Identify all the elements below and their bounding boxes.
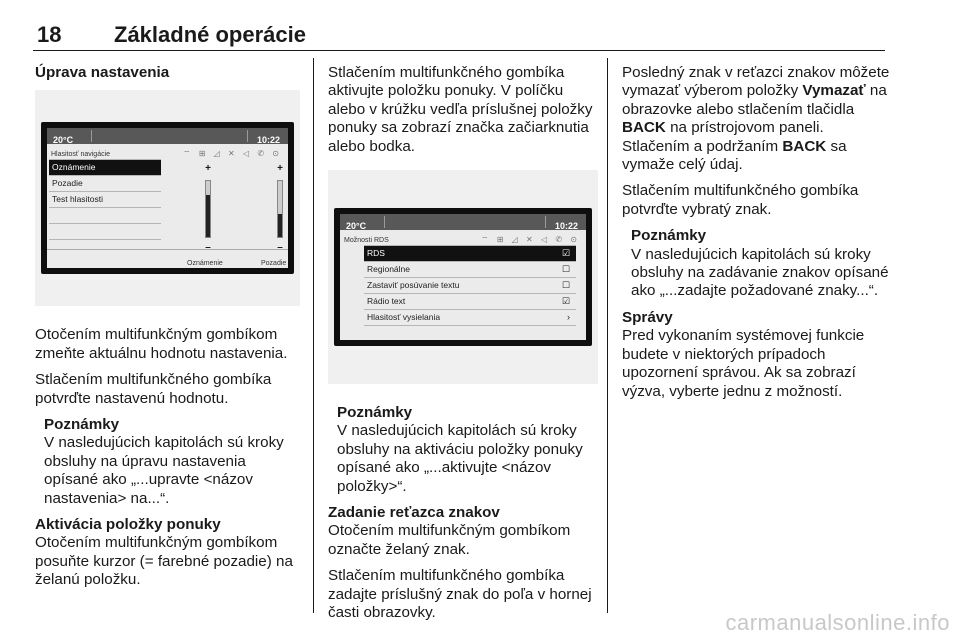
note [631, 227, 890, 301]
checkbox-checked-icon: ☑ [561, 296, 570, 307]
note-title: Poznámky [337, 404, 413, 422]
minus-icon: – [277, 241, 283, 253]
note-text: V nasledujúcich kapitolách sú kroky obsluhy na úpravu nastavenia opísané ako „...upravte <názov nastavenia> na...“. [44, 434, 284, 507]
softkey-bar [47, 249, 288, 268]
menu-title [340, 230, 586, 245]
status-bar [340, 214, 586, 230]
softkey[interactable]: Oznámenie [187, 260, 223, 268]
menu-item-empty [49, 208, 161, 224]
checkbox-empty-icon: ☐ [561, 280, 570, 291]
paragraph: Stlačením multifunkčného gombíka potvrďte vybratý znak. [622, 182, 859, 218]
paragraph: Otočením multifunkčným gombíkom označte želaný znak. [328, 522, 571, 558]
screenshot-figure [328, 170, 598, 384]
display-screen [340, 214, 586, 340]
screenshot-figure [35, 90, 300, 306]
menu-title-text: Hlasitosť navigácie [51, 151, 111, 159]
note-title: Poznámky [631, 227, 707, 245]
softkey[interactable]: Pozadie [261, 260, 287, 268]
volume-slider[interactable] [197, 160, 219, 257]
page-number: 18 [37, 22, 62, 47]
paragraph: Otočením multifunkčným gombíkom posuňte kurzor (= farebné pozadie) na želanú položku. [35, 534, 293, 589]
paragraph: Stlačením multifunkčného gombíka aktivujte položku ponuky. V políčku alebo v krúžku vedľa príslušnej položky ponuky sa zobrazí značka začiarknutia alebo bodka. [328, 64, 593, 155]
paragraph: Posledný znak v reťazci znakov môžete vymazať výberom položky Vymazať na obrazovke alebo stlačením tlačidla BACK na prístrojovom paneli. Stlačením a podržaním BACK sa vymaže celý údaj. [622, 64, 890, 174]
paragraph: Otočením multifunkčným gombíkom zmeňte aktuálnu hodnotu nastavenia. [35, 326, 288, 362]
plus-icon: + [205, 163, 211, 175]
temperature: 20°C [53, 135, 74, 146]
status-icons: ⌔ ⊞ ◿ ✕ ◁ ✆ ⊙ [183, 149, 282, 159]
note-title: Poznámky [44, 416, 120, 434]
plus-icon: + [277, 163, 283, 175]
clock: 10:22 [256, 135, 280, 146]
menu-item[interactable]: Oznámenie [49, 160, 161, 176]
slider-fill [278, 214, 282, 236]
column-divider [313, 58, 314, 613]
section-heading: Správy [622, 308, 673, 326]
ui-term: Vymazať [802, 82, 866, 100]
menu-item[interactable]: Test hlasitosti [49, 192, 161, 208]
note-text: V nasledujúcich kapitolách sú kroky obsluhy na aktiváciu položky ponuky opísané ako „...aktivujte <názov položky>“. [337, 422, 583, 495]
menu-item[interactable]: Hlasitosť vysielania › [364, 310, 576, 326]
paragraph: Stlačením multifunkčného gombíka potvrďte nastavenú hodnotu. [35, 371, 272, 407]
column-divider [607, 58, 608, 613]
note [337, 404, 598, 496]
column-2 [328, 64, 598, 631]
menu-item[interactable]: Zastaviť posúvanie textu ☐ [364, 278, 576, 294]
minus-icon: – [205, 241, 211, 253]
section-heading: Aktivácia položky ponuky [35, 516, 221, 534]
display-bezel [41, 122, 294, 274]
column-3 [622, 64, 890, 409]
menu-list [364, 245, 576, 326]
menu-item[interactable]: RDS ☑ [364, 246, 576, 262]
watermark: carmanualsonline.info [725, 610, 950, 635]
page-header [33, 20, 885, 51]
paragraph: Stlačením multifunkčného gombíka zadajte príslušný znak do poľa v hornej časti obrazovky. [328, 567, 592, 622]
volume-slider[interactable] [269, 160, 291, 257]
chevron-right-icon: › [567, 312, 570, 323]
status-icons: ⌔ ⊞ ◿ ✕ ◁ ✆ ⊙ [481, 235, 580, 245]
menu-item[interactable]: Regionálne ☐ [364, 262, 576, 278]
page-title: Základné operácie [114, 22, 306, 47]
clock: 10:22 [554, 221, 578, 232]
section-heading: Zadanie reťazca znakov [328, 504, 500, 522]
button-term: BACK [782, 137, 827, 155]
display-screen [47, 128, 288, 268]
note [44, 416, 300, 508]
menu-title-text: Možnosti RDS [344, 237, 389, 245]
menu-item-empty [49, 224, 161, 240]
checkbox-empty-icon: ☐ [561, 264, 570, 275]
menu-list [49, 159, 161, 240]
menu-item[interactable]: Pozadie [49, 176, 161, 192]
display-bezel [334, 208, 592, 346]
status-bar [47, 128, 288, 144]
button-term: BACK [622, 119, 666, 137]
menu-item[interactable]: Rádio text ☑ [364, 294, 576, 310]
paragraph: Pred vykonaním systémovej funkcie budete v niektorých prípadoch upozornení správou. Ak sa zobrazí výzva, vyberte jednu z možností. [622, 327, 865, 400]
menu-title [47, 144, 288, 159]
section-heading: Úprava nastavenia [35, 64, 170, 81]
checkbox-checked-icon: ☑ [561, 248, 570, 259]
note-text: V nasledujúcich kapitolách sú kroky obsluhy na zadávanie znakov opísané ako „...zadajte požadované znaky...“. [631, 245, 889, 300]
slider-fill [206, 195, 210, 237]
column-1 [35, 64, 300, 598]
temperature: 20°C [346, 221, 367, 232]
